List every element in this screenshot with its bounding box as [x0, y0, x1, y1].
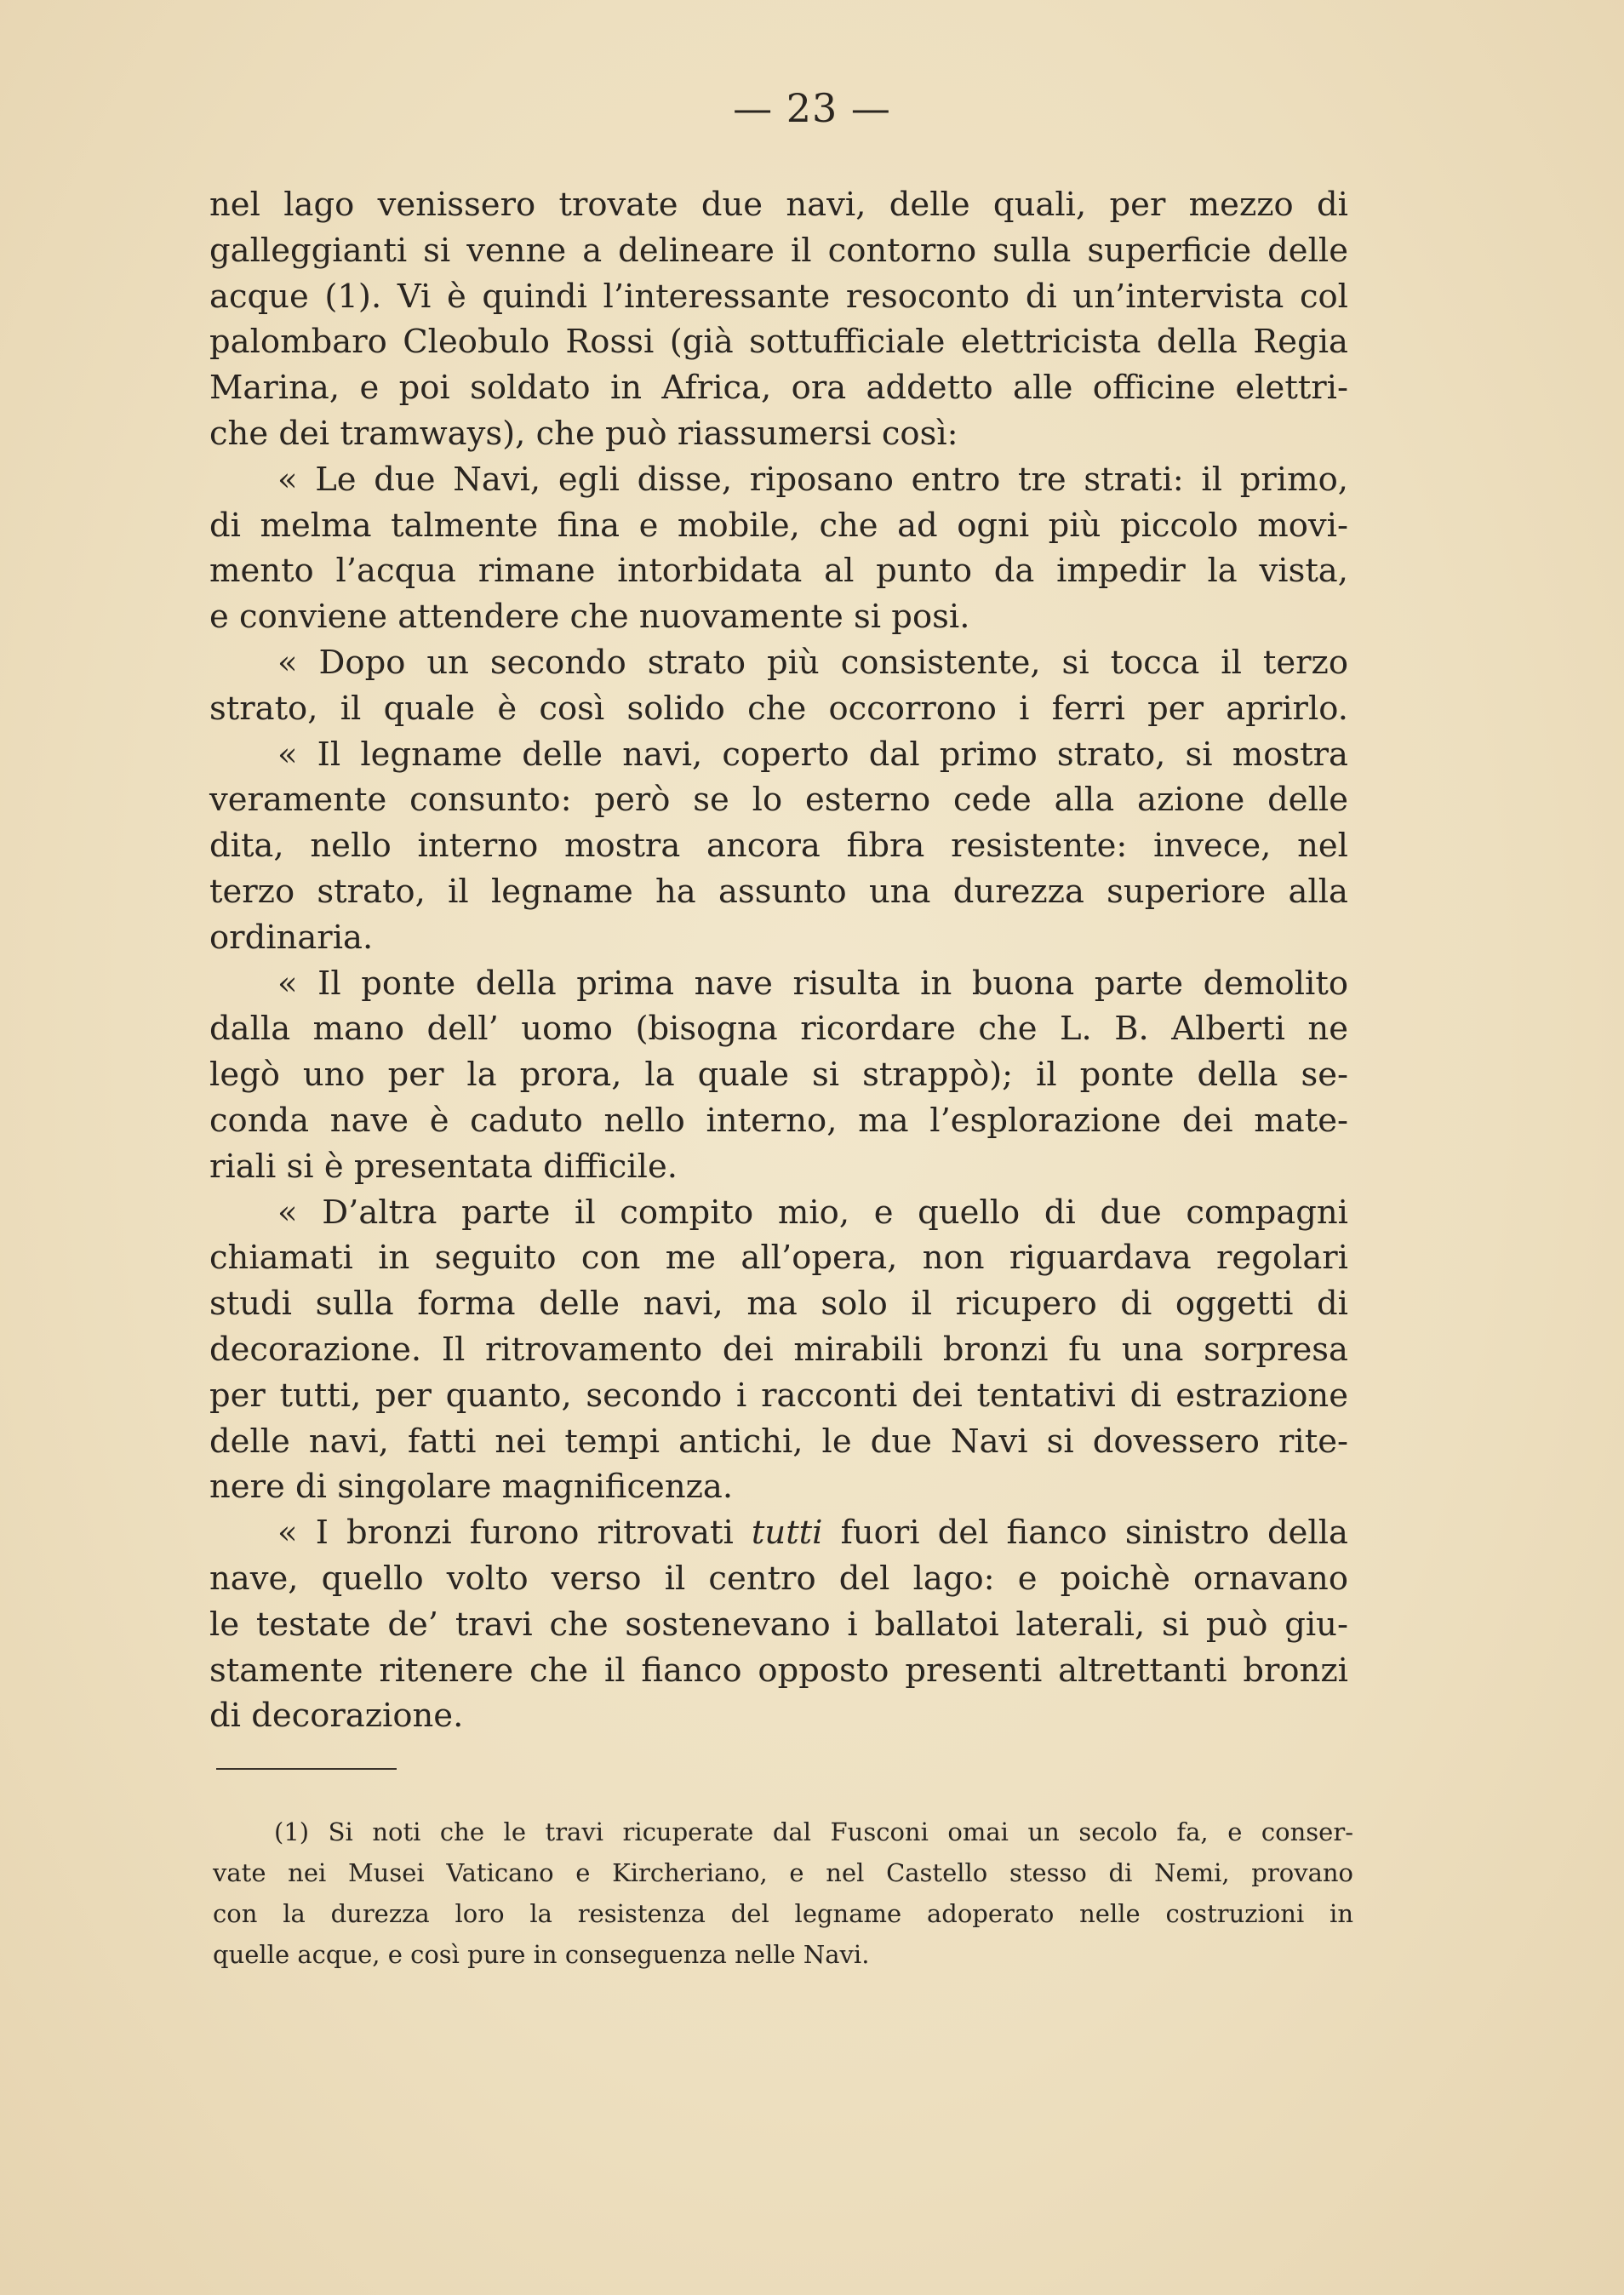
text-line: e conviene attendere che nuovamente si posi.	[209, 598, 970, 637]
text-line: galleggianti si venne a delineare il contorno sulla superficie delle	[209, 231, 1348, 270]
text-line: « Le due Navi, egli disse, riposano entro tre strati: il primo,	[277, 460, 1348, 499]
text-line: conda nave è caduto nello interno, ma l’esplorazione dei mate-	[209, 1101, 1348, 1140]
text-line: nave, quello volto verso il centro del lago: e poichè ornavano	[209, 1559, 1348, 1598]
footnote-line: con la durezza loro la resistenza del legname adoperato nelle costruzioni in	[213, 1899, 1353, 1928]
footnote-line: quelle acque, e così pure in conseguenza nelle Navi.	[213, 1940, 870, 1969]
text-line: « D’altra parte il compito mio, e quello di due compagni	[277, 1193, 1348, 1232]
footnote-divider	[216, 1768, 397, 1770]
text-line: Marina, e poi soldato in Africa, ora addetto alle officine elettri-	[209, 369, 1348, 408]
page-number: — 23 —	[733, 85, 891, 131]
text-line	[209, 1510, 1348, 1556]
text-line: dita, nello interno mostra ancora fibra resistente: invece, nel	[209, 827, 1348, 866]
footnote-line: (1) Si noti che le travi ricuperate dal Fusconi omai un secolo fa, e conser-	[274, 1817, 1353, 1846]
text-line: legò uno per la prora, la quale si strappò); il ponte della se-	[209, 1056, 1348, 1095]
text-line: « Il legname delle navi, coperto dal primo strato, si mostra	[277, 735, 1348, 774]
italic-word: tutti	[751, 1514, 823, 1553]
text-line: delle navi, fatti nei tempi antichi, le due Navi si dovessero rite-	[209, 1422, 1348, 1461]
text-line: stamente ritenere che il fianco opposto presenti altrettanti bronzi	[209, 1651, 1348, 1690]
text-line: per tutti, per quanto, secondo i racconti dei tentativi di estrazione	[209, 1376, 1348, 1415]
body-text	[209, 182, 1348, 1739]
text-line: veramente consunto: però se lo esterno cede alla azione delle	[209, 781, 1348, 820]
text-line: palombaro Cleobulo Rossi (già sottufficiale elettricista della Regia	[209, 323, 1348, 362]
text-line: « Il ponte della prima nave risulta in buona parte demolito	[277, 964, 1348, 1003]
footnote-line: vate nei Musei Vaticano e Kircheriano, e nel Castello stesso di Nemi, provano	[213, 1858, 1353, 1887]
text-segment: fuori del fianco sinistro della	[840, 1514, 1348, 1553]
text-line: chiamati in seguito con me all’opera, non riguardava regolari	[209, 1239, 1348, 1278]
text-line: dalla mano dell’ uomo (bisogna ricordare che L. B. Alberti ne	[209, 1010, 1348, 1049]
text-line: ordinaria.	[209, 918, 374, 957]
text-line: di melma talmente fina e mobile, che ad ogni più piccolo movi-	[209, 506, 1348, 545]
text-line: studi sulla forma delle navi, ma solo il ricupero di oggetti di	[209, 1285, 1348, 1324]
text-line: mento l’acqua rimane intorbidata al punto da impedir la vista,	[209, 552, 1348, 591]
text-line: nel lago venissero trovate due navi, delle quali, per mezzo di	[209, 186, 1348, 224]
text-line: riali si è presentata difficile.	[209, 1147, 678, 1186]
text-segment: « I bronzi furono ritrovati	[277, 1514, 734, 1553]
text-line: le testate de’ travi che sostenevano i ballatoi laterali, si può giu-	[209, 1605, 1348, 1644]
text-line: acque (1). Vi è quindi l’interessante resoconto di un’intervista col	[209, 277, 1348, 316]
text-line: che dei tramways), che può riassumersi così:	[209, 414, 958, 453]
footnote	[213, 1811, 1353, 1975]
text-line: strato, il quale è così solido che occorrono i ferri per aprirlo.	[209, 689, 1348, 728]
text-line: terzo strato, il legname ha assunto una durezza superiore alla	[209, 872, 1348, 911]
text-line: « Dopo un secondo strato più consistente, si tocca il terzo	[277, 643, 1348, 682]
text-line: di decorazione.	[209, 1697, 464, 1736]
text-line: decorazione. Il ritrovamento dei mirabili bronzi fu una sorpresa	[209, 1330, 1348, 1369]
text-line: nere di singolare magnificenza.	[209, 1468, 734, 1507]
